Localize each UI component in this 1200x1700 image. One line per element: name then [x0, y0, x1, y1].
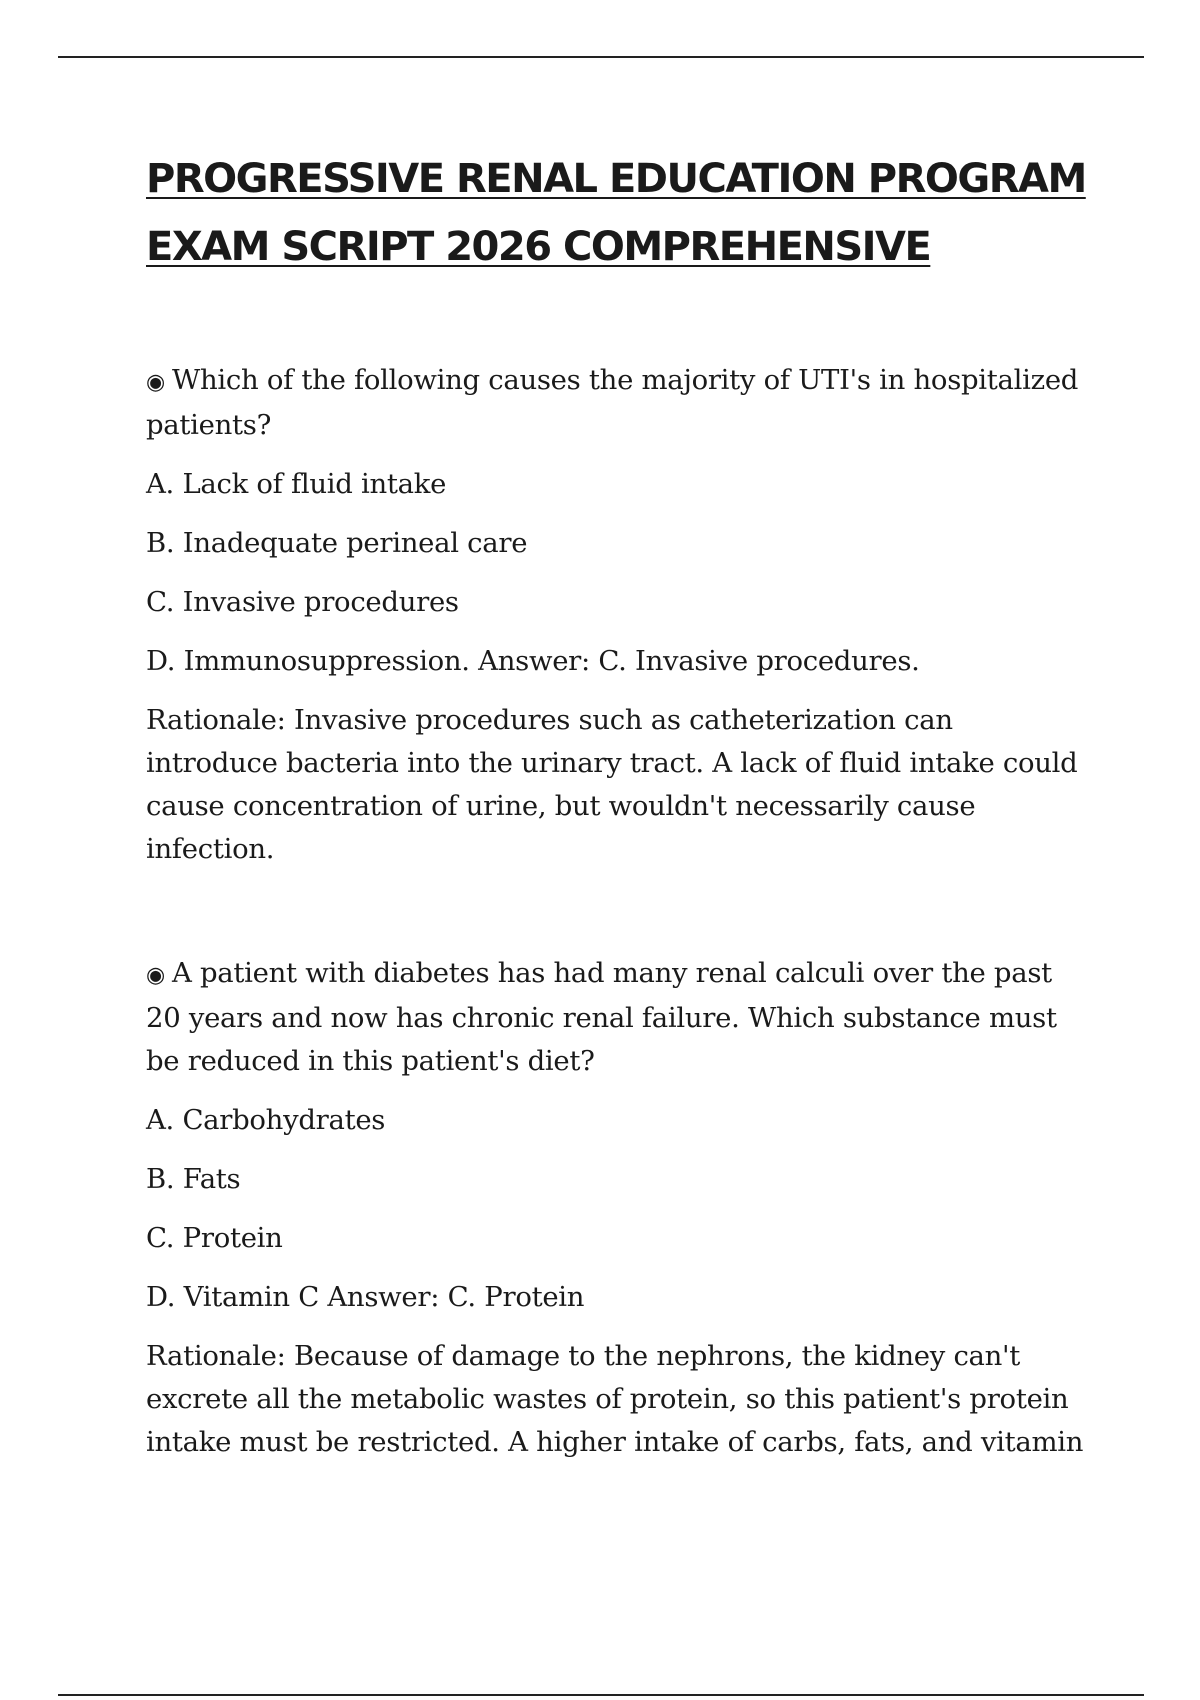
question-1-rationale: Rationale: Invasive procedures such as catheterization can introduce bacteria into the urinary tract. A lack of fluid intake could cause concentration of urine, but wouldn't necessarily cause infection.: [146, 704, 1078, 865]
top-rule: [58, 56, 1144, 58]
question-2-text: A patient with diabetes has had many renal calculi over the past 20 years and now has chronic renal failure. Which substance must be reduced in this patient's diet?: [146, 957, 1057, 1077]
document-title: [146, 145, 1091, 281]
question-1-option-a: A. Lack of fluid intake: [146, 468, 447, 500]
radio-bullet-icon: ◉: [146, 370, 165, 395]
question-2-rationale: Rationale: Because of damage to the nephrons, the kidney can't excrete all the metabolic wastes of protein, so this patient's protein intake must be restricted. A higher intake of carbs, fats, and vitamin: [146, 1340, 1084, 1458]
question-1-text: Which of the following causes the majority of UTI's in hospitalized patients?: [146, 364, 1079, 441]
question-2-option-b: B. Fats: [146, 1163, 241, 1195]
page-content: [146, 145, 1091, 1464]
question-2-option-a: A. Carbohydrates: [146, 1104, 386, 1136]
radio-bullet-icon: ◉: [146, 963, 165, 988]
question-1-option-d: D. Immunosuppression. Answer: C. Invasive procedures.: [146, 645, 920, 677]
question-2-stem: [146, 952, 1091, 1083]
title-line-1: PROGRESSIVE RENAL EDUCATION PROGRAM: [146, 156, 1086, 202]
question-2-option-d: D. Vitamin C Answer: C. Protein: [146, 1281, 585, 1313]
question-2-option-c: C. Protein: [146, 1222, 283, 1254]
question-1: [146, 359, 1091, 871]
question-1-option-c: C. Invasive procedures: [146, 586, 459, 618]
question-1-stem: [146, 359, 1091, 447]
question-2: [146, 952, 1091, 1464]
question-1-option-b: B. Inadequate perineal care: [146, 527, 528, 559]
title-line-2: EXAM SCRIPT 2026 COMPREHENSIVE: [146, 224, 931, 270]
bottom-rule: [58, 1694, 1144, 1696]
